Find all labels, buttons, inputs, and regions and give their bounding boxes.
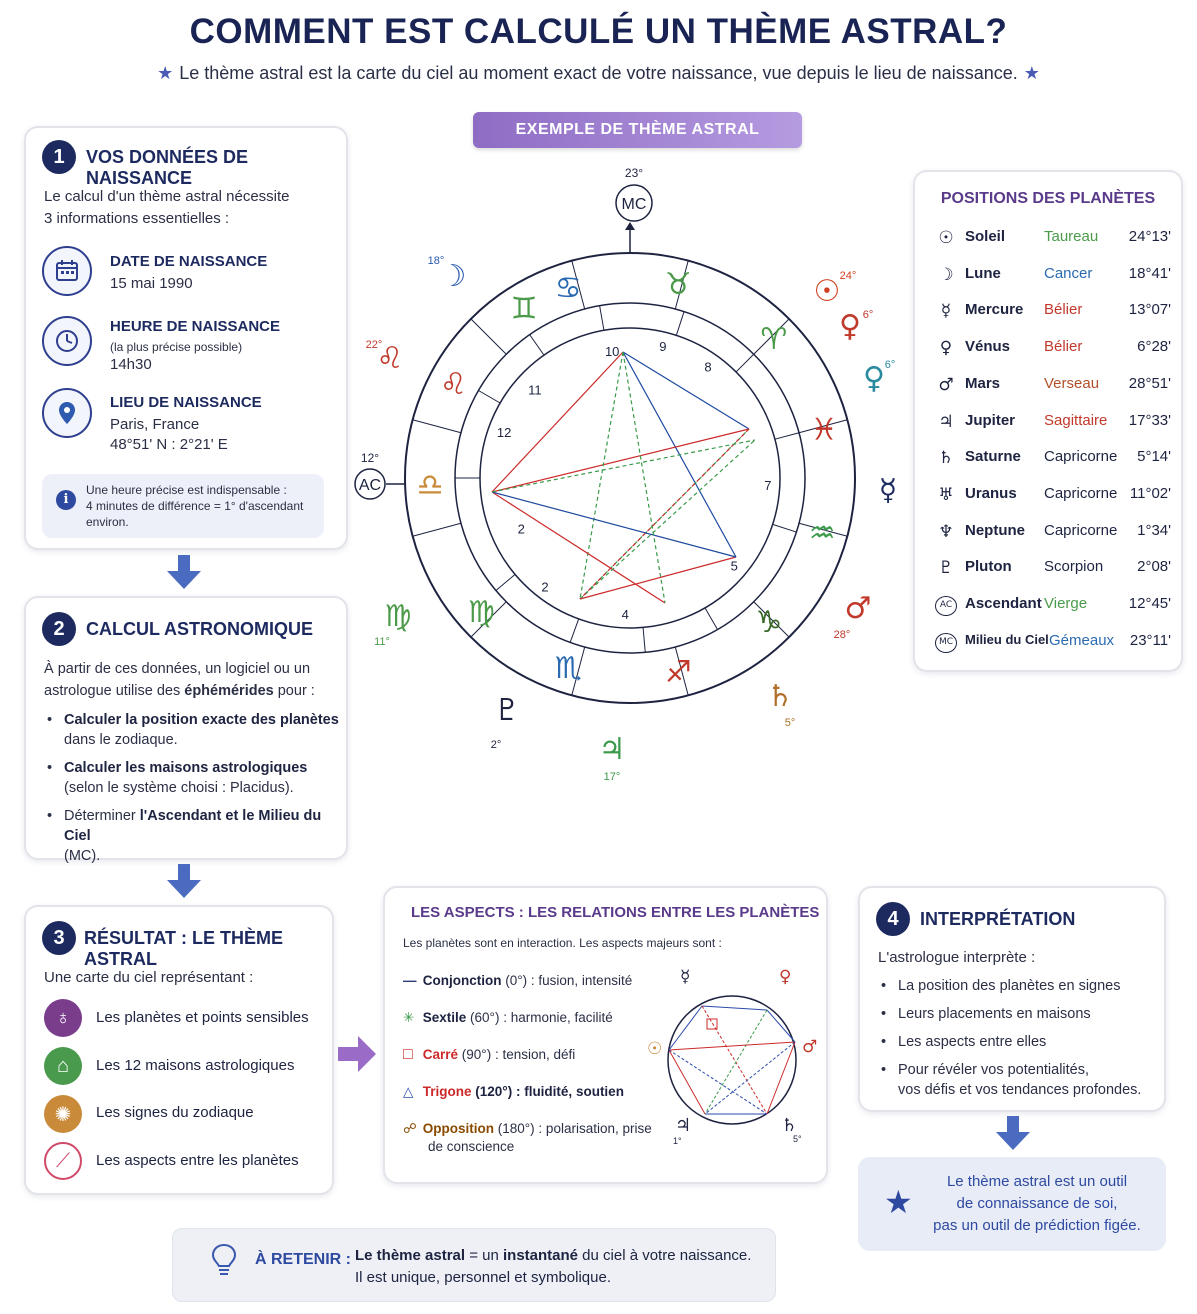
result-item-label: Les 12 maisons astrologiques bbox=[96, 1057, 295, 1074]
planet-position-row bbox=[935, 448, 1171, 478]
house-cusp bbox=[705, 608, 718, 630]
zodiac-sign-icon: ♓ bbox=[810, 412, 838, 448]
square-icon: □ bbox=[403, 1046, 413, 1063]
step-number: 3 bbox=[42, 921, 76, 955]
planet-degree: 13°07' bbox=[1128, 301, 1171, 319]
aspect-name: Conjonction bbox=[422, 973, 502, 988]
aspect-line bbox=[492, 352, 623, 492]
planet-degree: 12°45' bbox=[1128, 595, 1171, 612]
arrow-right-icon bbox=[338, 1036, 378, 1072]
section-astronomical-calc bbox=[24, 596, 348, 864]
planet-name: Uranus bbox=[965, 484, 1017, 502]
planet-sign: Scorpion bbox=[1044, 558, 1104, 576]
planet-glyph-icon: ♄ bbox=[766, 679, 794, 714]
house-cusp bbox=[643, 627, 645, 652]
planet-sign: Capricorne bbox=[1044, 521, 1118, 539]
section-title: CALCUL ASTRONOMIQUE bbox=[86, 619, 313, 639]
planet-icon: ♁ bbox=[44, 999, 82, 1037]
planet-positions-panel bbox=[913, 170, 1183, 672]
planet-sign: Bélier bbox=[1044, 301, 1083, 319]
aspect-row-trine bbox=[403, 1083, 624, 1101]
footer-line bbox=[355, 1245, 751, 1267]
intro-line bbox=[44, 680, 315, 702]
saturn-icon: ♄ bbox=[781, 1115, 798, 1136]
arrow-down-icon bbox=[996, 1116, 1030, 1152]
planet-name: Mercure bbox=[965, 301, 1024, 319]
planet-position-row bbox=[935, 595, 1171, 625]
note-line: environ. bbox=[86, 515, 129, 529]
aspect-line bbox=[492, 492, 665, 603]
planet-glyph-icon: ♀ bbox=[863, 361, 885, 396]
planet-symbol-icon: ♇ bbox=[938, 558, 954, 579]
planet-name: Lune bbox=[965, 264, 1001, 282]
sign-divider bbox=[413, 420, 461, 433]
house-number: 7 bbox=[764, 478, 772, 494]
trine-icon: △ bbox=[403, 1084, 414, 1099]
planet-name: Soleil bbox=[965, 228, 1006, 245]
aspect-line bbox=[580, 429, 749, 599]
planet-position-row bbox=[935, 522, 1171, 552]
sign-divider bbox=[471, 319, 506, 354]
section-intro: Une carte du ciel représentant : bbox=[44, 969, 254, 986]
zodiac-sign-icon: ♉ bbox=[664, 266, 692, 302]
page-subtitle bbox=[0, 63, 1197, 84]
house-cusp bbox=[676, 312, 684, 336]
planet-symbol-icon: ☿ bbox=[940, 301, 952, 322]
section-title: RÉSULTAT : LE THÈME ASTRAL bbox=[84, 928, 283, 969]
planet-glyph-icon: ☽ bbox=[439, 259, 467, 294]
jupiter-degree: 1° bbox=[673, 1136, 682, 1146]
ac-label: AC bbox=[358, 477, 382, 494]
planet-position-row bbox=[935, 558, 1171, 588]
bullet-bold: Calculer la position exacte des planètes bbox=[64, 712, 339, 728]
conclusion-line: Le thème astral est un outil bbox=[946, 1173, 1128, 1190]
place-value: Paris, France bbox=[110, 416, 200, 433]
mars-icon: ♂ bbox=[802, 1037, 818, 1057]
house-number: 4 bbox=[621, 606, 629, 622]
planet-degree: 28°51' bbox=[1128, 374, 1171, 392]
planet-symbol-icon: MC bbox=[935, 633, 957, 653]
planet-name: Mars bbox=[965, 374, 1001, 392]
planet-glyph-degree: 2° bbox=[490, 739, 502, 751]
planet-sign: Sagittaire bbox=[1044, 411, 1108, 429]
footer-line: Il est unique, personnel et symbolique. bbox=[355, 1269, 611, 1286]
planet-degree: 17°33' bbox=[1128, 411, 1171, 429]
mc-arrowhead bbox=[625, 222, 635, 230]
aspect-row-square bbox=[403, 1046, 575, 1064]
house-number: 2 bbox=[517, 521, 525, 537]
aspect-row-sextile bbox=[403, 1009, 613, 1027]
step-number: 1 bbox=[42, 140, 76, 174]
planet-glyph-icon: ☉ bbox=[813, 274, 841, 309]
planet-degree: 23°11' bbox=[1129, 631, 1171, 649]
bullet-text: (selon le système choisi : Placidus). bbox=[64, 780, 294, 796]
time-note: (la plus précise possible) bbox=[110, 340, 243, 354]
planet-symbol-icon: ♃ bbox=[938, 411, 954, 432]
planet-glyph-degree: 11° bbox=[374, 636, 390, 648]
intro-line: À partir de ces données, un logiciel ou un bbox=[44, 661, 311, 677]
aspect-line bbox=[623, 352, 749, 429]
zodiac-sign-icon: ♒ bbox=[808, 516, 836, 552]
list-item bbox=[44, 758, 344, 798]
intro-line: Le calcul d'un thème astral nécessite bbox=[44, 188, 290, 205]
planet-position-row bbox=[935, 375, 1171, 405]
footer-label: À RETENIR : bbox=[255, 1251, 351, 1268]
house-cusp bbox=[775, 433, 799, 439]
example-banner bbox=[473, 112, 802, 148]
aspect-name: Opposition bbox=[422, 1121, 495, 1136]
list-item: • Les aspects entre elles bbox=[878, 1032, 1158, 1052]
bullet-text: Pour révéler vos potentialités, bbox=[898, 1062, 1090, 1078]
mercury-icon: ☿ bbox=[680, 967, 691, 987]
house-cusp bbox=[773, 524, 797, 532]
list-item bbox=[44, 806, 344, 866]
info-icon: i bbox=[56, 490, 76, 510]
planet-symbol-icon: ♄ bbox=[938, 448, 954, 469]
bullet-text: (MC). bbox=[64, 848, 101, 864]
aspects-title: LES ASPECTS : LES RELATIONS ENTRE LES PLANÈTES bbox=[411, 904, 820, 921]
section-title: INTERPRÉTATION bbox=[920, 909, 1076, 929]
star-icon: ★ bbox=[1023, 63, 1040, 83]
section-intro bbox=[44, 658, 315, 702]
planet-degree: 1°34' bbox=[1137, 521, 1171, 539]
zodiac-sign-icon: ♎ bbox=[416, 467, 444, 503]
planet-glyph-icon: ♌ bbox=[376, 341, 404, 376]
aspect-row-conjunction bbox=[403, 972, 632, 990]
house-cusp bbox=[496, 574, 515, 590]
saturn-degree: 5° bbox=[793, 1134, 802, 1144]
aspect-line bbox=[492, 429, 749, 492]
planet-symbol-icon: ☉ bbox=[938, 228, 954, 248]
planet-name: Ascendant bbox=[965, 595, 1042, 612]
planet-glyph-degree: 5° bbox=[784, 717, 796, 729]
result-item-label: Les aspects entre les planètes bbox=[96, 1152, 299, 1169]
aspect-detail: de conscience bbox=[428, 1139, 515, 1154]
arrow-down-icon bbox=[167, 555, 201, 591]
aspect-line bbox=[492, 440, 755, 492]
planet-name: Pluton bbox=[965, 558, 1012, 576]
aspect-name: Sextile bbox=[422, 1010, 467, 1025]
section-birth-data bbox=[24, 126, 348, 550]
planet-glyph-degree: 24° bbox=[839, 270, 857, 282]
zodiac-sign-icon: ♏ bbox=[554, 651, 582, 687]
calendar-icon bbox=[42, 246, 92, 296]
planet-glyph-icon: ♃ bbox=[598, 732, 626, 767]
house-number: 10 bbox=[604, 344, 620, 360]
aspect-detail: (120°) : fluidité, soutien bbox=[471, 1084, 624, 1099]
planet-symbol-icon: ♆ bbox=[938, 521, 954, 542]
planet-name: Milieu du Ciel bbox=[965, 631, 1049, 647]
bullet-text: dans le zodiaque. bbox=[64, 732, 178, 748]
bullet-text: vos défis et vos tendances profondes. bbox=[898, 1082, 1142, 1098]
opposition-icon: ☍ bbox=[403, 1121, 417, 1136]
note-line: Une heure précise est indispensable : bbox=[86, 483, 287, 497]
time-value: 14h30 bbox=[110, 356, 152, 373]
bullet-text: Déterminer bbox=[64, 808, 140, 824]
aspect-detail: (60°) : harmonie, facilité bbox=[466, 1010, 613, 1025]
mc-degree: 23° bbox=[624, 166, 644, 180]
house-cusp bbox=[600, 306, 604, 331]
house-number: 9 bbox=[659, 339, 667, 355]
sign-divider bbox=[413, 523, 461, 536]
jupiter-icon: ♃ bbox=[675, 1115, 692, 1136]
section-intro: L'astrologue interprète : bbox=[878, 949, 1036, 966]
planet-glyph-degree: 17° bbox=[603, 771, 621, 783]
planet-degree: 6°28' bbox=[1137, 338, 1171, 356]
planet-degree: 24°13' bbox=[1128, 228, 1171, 245]
aspect-line bbox=[492, 492, 736, 557]
intro-line: 3 informations essentielles : bbox=[44, 210, 230, 227]
house-icon: ⌂ bbox=[44, 1047, 82, 1085]
house-cusp bbox=[478, 391, 500, 404]
planet-sign: Taureau bbox=[1044, 228, 1099, 245]
planet-glyph-icon: ♇ bbox=[493, 693, 521, 728]
planet-position-row bbox=[935, 412, 1171, 442]
house-cusp bbox=[736, 354, 754, 372]
planet-position-row bbox=[935, 338, 1171, 368]
conclusion-line: pas un outil de prédiction figée. bbox=[933, 1217, 1141, 1234]
subtitle-text: Le thème astral est la carte du ciel au moment exact de votre naissance, vue depuis le lieu de naissance. bbox=[179, 63, 1018, 83]
section-interpretation bbox=[858, 886, 1166, 1112]
clock-icon bbox=[42, 316, 92, 366]
place-coords: 48°51' N : 2°21' E bbox=[110, 436, 228, 453]
result-item-label: Les planètes et points sensibles bbox=[96, 1009, 309, 1026]
planet-symbol-icon: AC bbox=[935, 596, 957, 616]
bullet-bold: Calculer les maisons astrologiques bbox=[64, 760, 308, 776]
planet-glyph-degree: 18° bbox=[427, 255, 445, 267]
list-item bbox=[878, 1060, 1158, 1100]
house-cusp bbox=[570, 619, 579, 642]
planet-degree: 5°14' bbox=[1137, 448, 1171, 466]
house-number: 5 bbox=[730, 558, 738, 574]
precision-note bbox=[42, 474, 324, 538]
mini-aspect-wheel bbox=[647, 964, 827, 1164]
planet-position-row bbox=[935, 632, 1171, 662]
aspect-detail: (180°) : polarisation, prise bbox=[494, 1121, 652, 1136]
section-aspects bbox=[383, 886, 828, 1184]
planet-name: Neptune bbox=[965, 521, 1025, 539]
ac-degree: 12° bbox=[360, 451, 380, 465]
lightbulb-icon bbox=[211, 1243, 237, 1277]
zodiac-sign-icon: ♑ bbox=[755, 604, 783, 640]
star-icon: ★ bbox=[884, 1184, 913, 1220]
conclusion-line: de connaissance de soi, bbox=[956, 1195, 1118, 1212]
zodiac-sign-icon: ♍ bbox=[467, 594, 495, 630]
planet-position-row bbox=[935, 265, 1171, 295]
aspect-icon: ⟋ bbox=[44, 1142, 82, 1180]
zodiac-sign-icon: ♋ bbox=[554, 270, 582, 306]
conclusion-box bbox=[858, 1157, 1166, 1251]
planet-symbol-icon: ♀ bbox=[939, 338, 953, 359]
note-line: 4 minutes de différence = 1° d'ascendant bbox=[86, 499, 304, 513]
star-icon: ★ bbox=[157, 63, 174, 83]
house-number: 11 bbox=[528, 382, 542, 398]
section-result bbox=[24, 905, 334, 1195]
planet-name: Saturne bbox=[965, 448, 1021, 466]
aspect-detail: (0°) : fusion, intensité bbox=[501, 973, 633, 988]
zodiac-sign-icon: ♌ bbox=[439, 367, 467, 403]
location-pin-icon bbox=[42, 388, 92, 438]
house-cusp bbox=[530, 335, 544, 355]
planet-symbol-icon: ♂ bbox=[938, 374, 954, 395]
astral-chart-wheel bbox=[340, 158, 920, 793]
step-number: 4 bbox=[876, 902, 910, 936]
step-number: 2 bbox=[42, 612, 76, 646]
planet-glyph-icon: ♍ bbox=[384, 599, 412, 634]
footer-text: du ciel à votre naissance. bbox=[578, 1247, 752, 1264]
aspect-name: Trigone bbox=[422, 1084, 472, 1099]
intro-text: astrologue utilise des bbox=[44, 683, 185, 699]
planet-degree: 11°02' bbox=[1129, 484, 1171, 502]
planet-degree: 18°41' bbox=[1128, 264, 1171, 282]
aspect-detail: (90°) : tension, défi bbox=[458, 1047, 576, 1062]
zodiac-wheel-icon: ✺ bbox=[44, 1095, 82, 1133]
house-number: 8 bbox=[704, 359, 712, 375]
list-item: • Leurs placements en maisons bbox=[878, 1004, 1158, 1024]
planet-position-row bbox=[935, 485, 1171, 515]
footer-text: = un bbox=[465, 1247, 503, 1264]
mc-label: MC bbox=[621, 196, 647, 213]
planet-sign: Bélier bbox=[1044, 338, 1083, 356]
house-ring bbox=[480, 328, 780, 628]
time-label: HEURE DE NAISSANCE bbox=[110, 318, 281, 335]
house-number: 12 bbox=[496, 425, 512, 441]
result-item-label: Les signes du zodiaque bbox=[96, 1104, 254, 1121]
planet-sign: Capricorne bbox=[1044, 484, 1118, 502]
planet-degree: 2°08' bbox=[1137, 558, 1171, 576]
planet-glyph-degree: 22° bbox=[365, 339, 383, 351]
planet-position-row bbox=[935, 301, 1171, 331]
arrow-down-icon bbox=[167, 864, 201, 900]
planet-name: Jupiter bbox=[965, 411, 1016, 429]
house-number: 2 bbox=[541, 579, 549, 595]
calc-bullet-list bbox=[44, 710, 344, 874]
planet-symbol-icon: ♅ bbox=[938, 484, 954, 505]
date-label: DATE DE NAISSANCE bbox=[110, 253, 268, 270]
positions-title: POSITIONS DES PLANÈTES bbox=[940, 190, 1156, 207]
planet-sign: Gémeaux bbox=[1049, 631, 1115, 649]
planet-sign: Cancer bbox=[1044, 264, 1093, 282]
date-value: 15 mai 1990 bbox=[110, 275, 193, 292]
zodiac-sign-icon: ♐ bbox=[664, 655, 692, 691]
bullet-bold: l'Ascendant et le Milieu du Ciel bbox=[64, 808, 322, 844]
aspect-name: Carré bbox=[422, 1047, 459, 1062]
planet-symbol-icon: ☽ bbox=[938, 264, 954, 285]
section-title: VOS DONNÉES DE NAISSANCE bbox=[86, 147, 249, 188]
sun-icon: ☉ bbox=[647, 1039, 663, 1059]
planet-glyph-degree: 28° bbox=[833, 629, 851, 641]
list-item: • La position des planètes en signes bbox=[878, 976, 1158, 996]
venus-icon: ♀ bbox=[779, 967, 792, 987]
page-title: COMMENT EST CALCULÉ UN THÈME ASTRAL? bbox=[189, 12, 1008, 51]
list-item bbox=[44, 710, 344, 750]
footer-reminder bbox=[172, 1228, 776, 1302]
planet-glyph-degree: 6° bbox=[862, 309, 874, 321]
zodiac-sign-icon: ♈ bbox=[760, 322, 788, 358]
planet-name: Vénus bbox=[965, 338, 1011, 356]
footer-bold: instantané bbox=[503, 1247, 579, 1264]
section-intro bbox=[44, 186, 290, 230]
planet-glyph-icon: ♀ bbox=[839, 309, 861, 344]
planet-sign: Verseau bbox=[1044, 374, 1100, 392]
planet-sign: Capricorne bbox=[1044, 448, 1118, 466]
planet-sign: Vierge bbox=[1044, 595, 1088, 612]
example-banner-label: EXEMPLE DE THÈME ASTRAL bbox=[515, 121, 760, 138]
interpretation-list bbox=[878, 976, 1158, 1108]
conjunction-icon: — bbox=[403, 973, 417, 988]
planet-glyph-degree: 6° bbox=[884, 359, 896, 371]
planet-glyph-icon: ♂ bbox=[844, 591, 872, 626]
aspects-intro: Les planètes sont en interaction. Les aspects majeurs sont : bbox=[403, 936, 722, 950]
place-label: LIEU DE NAISSANCE bbox=[110, 394, 262, 411]
intro-bold: éphémérides bbox=[184, 683, 274, 699]
intro-text: pour : bbox=[273, 683, 315, 699]
sextile-icon: ✳ bbox=[403, 1010, 415, 1025]
planet-position-row bbox=[935, 228, 1171, 258]
planet-glyph-icon: ☿ bbox=[878, 473, 898, 508]
aspect-row-opposition bbox=[403, 1120, 652, 1156]
zodiac-sign-icon: ♊ bbox=[510, 291, 538, 327]
footer-bold: Le thème astral bbox=[355, 1247, 466, 1264]
